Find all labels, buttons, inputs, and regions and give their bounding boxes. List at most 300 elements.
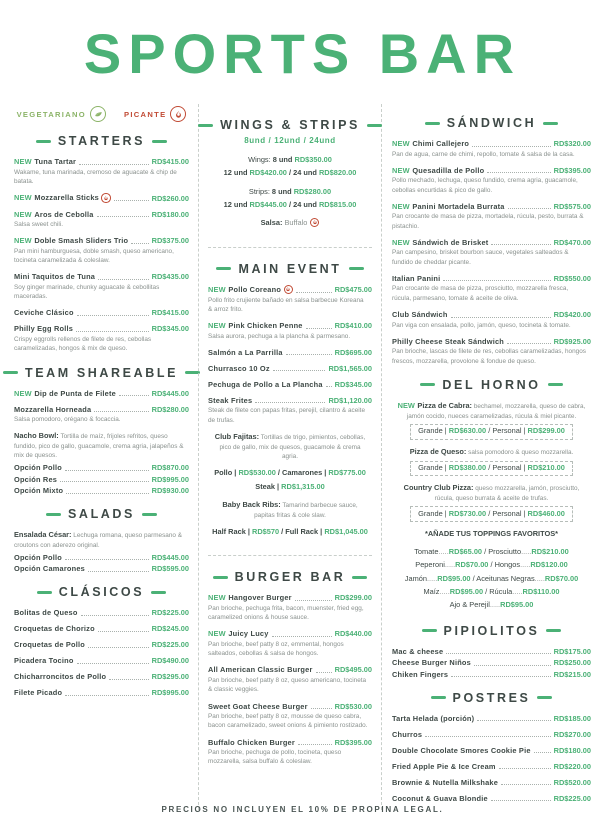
center-lead xyxy=(396,447,587,458)
item-name-text: Italian Panini xyxy=(392,273,441,283)
center-line xyxy=(392,460,591,477)
section-cl-sicos xyxy=(14,585,189,697)
center-line xyxy=(392,598,591,611)
text-segment: / Personal | xyxy=(486,463,528,472)
dotted-leader xyxy=(119,395,149,396)
menu-column-1 xyxy=(14,104,198,810)
item-name xyxy=(392,238,488,247)
text-segment: Pollo | xyxy=(214,468,239,478)
header-dash-icon xyxy=(216,267,231,270)
item-name xyxy=(208,738,295,747)
new-badge: NEW xyxy=(392,237,410,247)
menu-item-row xyxy=(14,389,189,398)
dotted-leader xyxy=(326,386,332,387)
item-name-text: Chiken Fingers xyxy=(392,669,449,679)
item-description: Pan viga con ensalada, pollo, jamón, queso, tocineta & tomate. xyxy=(392,321,571,329)
item-name-text: Dip de Punta de Filete xyxy=(34,388,116,398)
menu-item xyxy=(14,308,189,317)
text-segment: / 24 und xyxy=(286,168,319,178)
text-segment: RD$815.00 xyxy=(318,199,357,209)
dotted-leader xyxy=(273,370,326,371)
item-price: RD$415.00 xyxy=(151,157,189,166)
center-lead-name xyxy=(410,447,467,456)
group-name: Nacho Bowl: xyxy=(14,431,59,441)
item-name xyxy=(14,193,111,203)
menu-item xyxy=(392,310,591,330)
legend-picante xyxy=(124,106,186,122)
item-name xyxy=(14,608,78,617)
menu-item-row xyxy=(208,380,372,389)
item-price: RD$320.00 xyxy=(553,139,591,148)
menu-item-centered xyxy=(392,529,591,611)
dotted-leader xyxy=(98,631,149,632)
item-price: RD$495.00 xyxy=(334,665,372,675)
item-name-text: Pink Chicken Penne xyxy=(228,321,303,331)
dotted-leader xyxy=(491,800,551,801)
item-description: Pan mini hamburguesa, doble smash, queso americano, tocineta caramelizada & coleslaw. xyxy=(14,247,174,265)
center-lead-name xyxy=(404,483,474,492)
menu-item xyxy=(208,665,372,694)
dotted-leader xyxy=(77,663,149,664)
item-price: RD$1,565.00 xyxy=(328,363,372,373)
menu-item-row xyxy=(392,202,591,211)
text-segment: Salsa: xyxy=(260,218,285,228)
menu-item-row xyxy=(14,193,189,203)
item-price: RD$490.00 xyxy=(151,656,189,666)
center-lead xyxy=(396,529,587,540)
item-name xyxy=(392,274,440,283)
item-price: RD$345.00 xyxy=(334,379,373,389)
center-lead-name-text: Pizza de Queso: xyxy=(409,446,467,456)
dotted-leader xyxy=(77,315,149,316)
center-lead-name-text: Country Club Pizza: xyxy=(403,483,474,493)
text-segment: RD$70.00 xyxy=(455,560,489,570)
menu-item-row xyxy=(14,608,189,617)
menu-item-row xyxy=(208,702,372,711)
center-line xyxy=(208,166,372,179)
item-name-text: Quesadilla de Pollo xyxy=(412,165,485,175)
item-name-text: Hangover Burger xyxy=(228,593,292,603)
section-header xyxy=(392,624,591,638)
menu-item-row xyxy=(14,405,189,414)
vegetarian-icon xyxy=(90,106,106,122)
item-name xyxy=(392,647,443,656)
new-badge: NEW xyxy=(14,157,32,166)
picante-legend-icon xyxy=(170,106,186,122)
item-name xyxy=(208,348,283,357)
center-lead xyxy=(396,401,587,421)
section-header xyxy=(208,262,372,276)
section-burger-bar xyxy=(208,555,372,783)
section-wings-strips xyxy=(208,104,372,247)
text-segment: Half Rack | xyxy=(212,527,252,537)
text-segment: Maíz xyxy=(423,586,440,596)
menu-item xyxy=(208,593,372,622)
item-description: Salsa aurora, pechuga a la plancha & parmesano. xyxy=(208,332,351,340)
group-lead xyxy=(14,431,189,460)
text-segment: / Personal | xyxy=(486,508,528,518)
menu-item xyxy=(14,157,189,186)
item-description: Pollo mechado, lechuga, queso fundido, crema agria, guacamole, cebollas encurtidas & pico de gallo. xyxy=(392,177,578,194)
text-segment: RD$299.00 xyxy=(527,426,565,436)
menu-column-3 xyxy=(382,104,591,810)
item-description: Salsa sweet chili. xyxy=(14,221,64,229)
price-box xyxy=(410,424,573,440)
item-price: RD$180.00 xyxy=(151,209,189,219)
menu-item-centered xyxy=(392,447,591,477)
item-name-text: Mozzarella Horneada xyxy=(14,404,92,414)
menu-item xyxy=(208,348,372,357)
menu-item-row xyxy=(392,670,591,679)
item-description: Soy ginger marinade, chunky aguacate & cebollitas maceradas. xyxy=(14,283,160,301)
section-del-horno xyxy=(392,378,591,612)
new-badge: NEW xyxy=(14,388,32,398)
menu-item xyxy=(392,778,591,787)
section-title: MAIN EVENT xyxy=(238,261,342,276)
menu-item xyxy=(392,762,591,771)
item-price: RD$870.00 xyxy=(151,463,189,473)
text-segment: RD$775.00 xyxy=(328,468,366,478)
menu-item-row xyxy=(392,647,591,656)
new-badge: NEW xyxy=(208,284,226,294)
new-badge: NEW xyxy=(392,201,410,211)
item-price: RD$995.00 xyxy=(151,688,189,698)
center-line xyxy=(392,423,591,440)
text-segment: 8 und xyxy=(272,155,295,164)
menu-item xyxy=(14,236,189,265)
menu-item xyxy=(392,274,591,303)
center-line xyxy=(208,185,372,198)
item-name xyxy=(14,308,74,317)
menu-item xyxy=(392,139,591,159)
text-segment: / Rúcula xyxy=(483,586,513,596)
legend-picante-label: PICANTE xyxy=(124,109,167,119)
dotted-leader xyxy=(60,481,149,482)
dotted-leader xyxy=(507,343,551,344)
menu-item xyxy=(208,321,372,341)
new-badge: NEW xyxy=(208,321,226,331)
item-name xyxy=(208,285,293,295)
menu-item xyxy=(14,688,189,697)
menu-item xyxy=(392,337,591,366)
header-dash-icon xyxy=(352,576,367,579)
menu-item-row xyxy=(208,738,372,747)
item-name-text: Opción Pollo xyxy=(14,463,62,473)
dotted-leader xyxy=(286,354,332,355)
item-price: RD$530.00 xyxy=(334,701,372,711)
center-lead xyxy=(212,500,368,520)
text-segment: RD$65.00 xyxy=(448,547,483,556)
section-team-shareable xyxy=(14,366,189,496)
text-segment: RD$730.00 xyxy=(448,508,487,518)
text-segment: Jamón xyxy=(404,573,427,583)
section-postres xyxy=(392,691,591,803)
menu-item-row xyxy=(14,236,189,245)
center-line xyxy=(208,216,372,229)
center-lead xyxy=(212,432,368,461)
menu-item-row xyxy=(14,688,189,697)
header-dash-icon xyxy=(213,576,228,579)
dotted-leader xyxy=(272,636,332,637)
section-pipiolitos xyxy=(392,624,591,679)
text-segment: ..... xyxy=(489,600,501,610)
item-name xyxy=(14,688,62,697)
menu-columns xyxy=(0,104,605,810)
menu-item-row xyxy=(208,348,372,357)
dotted-leader xyxy=(94,411,148,412)
item-description: Steak de filete con papas fritas, perejil, cilantro & aceite de trufas. xyxy=(208,407,366,424)
item-name-text: Chicharroncitos de Pollo xyxy=(14,672,107,682)
center-lead-name-text: Pizza de Cabra: xyxy=(417,400,473,410)
item-description: Pan crocante de masa de pizza, prosciutto, mozzarella fresca, rúcula, parmesano, tomate & aceite de oliva. xyxy=(392,285,569,302)
menu-item-row xyxy=(392,778,591,787)
dotted-leader xyxy=(65,559,149,560)
menu-item xyxy=(392,794,591,803)
center-line xyxy=(208,466,372,479)
text-segment: / Full Rack | xyxy=(279,527,325,537)
new-badge: NEW xyxy=(208,629,226,639)
new-badge: NEW xyxy=(392,165,410,175)
group-lead xyxy=(14,530,189,550)
item-price: RD$410.00 xyxy=(334,321,372,331)
dotted-leader xyxy=(296,292,332,293)
new-badge: NEW xyxy=(14,193,32,203)
item-name-text: Mac & cheese xyxy=(392,646,444,656)
item-name-text: Coconut & Guava Blondie xyxy=(392,793,488,803)
text-segment: ..... xyxy=(534,573,545,583)
new-badge: NEW xyxy=(14,236,32,246)
item-name xyxy=(14,324,73,333)
text-segment: 12 und xyxy=(223,199,250,209)
text-segment: ..... xyxy=(512,586,523,596)
section-title: POSTRES xyxy=(452,690,531,705)
item-price: RD$445.00 xyxy=(151,552,189,562)
item-name-text: Pollo Coreano xyxy=(228,284,282,294)
menu-item xyxy=(14,640,189,649)
new-badge: NEW xyxy=(392,139,410,148)
item-name xyxy=(14,564,85,573)
header-dash-icon xyxy=(37,591,52,594)
item-name xyxy=(14,210,94,219)
item-name xyxy=(208,593,292,602)
dotted-leader xyxy=(501,784,551,785)
menu-item xyxy=(208,364,372,373)
dotted-leader xyxy=(534,752,551,753)
item-name xyxy=(392,730,422,739)
section-header xyxy=(14,507,189,521)
dotted-leader xyxy=(499,768,551,769)
item-name-text: Opción Camarones xyxy=(14,564,85,574)
dotted-leader xyxy=(131,243,148,244)
menu-item xyxy=(14,324,189,353)
item-name-text: Cheese Burger Niños xyxy=(392,658,471,668)
text-segment: RD$350.00 xyxy=(294,155,332,164)
item-name xyxy=(14,486,63,495)
item-name-text: Doble Smash Sliders Trio xyxy=(34,236,129,246)
item-name-text: Tarta Helada (porción) xyxy=(392,713,475,723)
page-title: SPORTS BAR xyxy=(83,22,522,85)
item-name xyxy=(14,463,62,472)
text-segment: Buffalo xyxy=(284,218,308,228)
menu-item xyxy=(14,210,189,230)
text-segment: RD$530.00 xyxy=(238,468,276,478)
header-dash-icon xyxy=(367,124,382,127)
menu-item xyxy=(14,405,189,425)
menu-item-group xyxy=(14,431,189,495)
menu-item xyxy=(208,629,372,658)
item-price: RD$180.00 xyxy=(553,745,591,755)
item-price: RD$299.00 xyxy=(334,593,372,603)
text-segment: Grande | xyxy=(418,426,449,436)
group-description: Tortilla de maíz, frijoles refritos, queso fundido, pico de gallo, guacamole, crema agria, jalapeños & mix de quesos. xyxy=(14,433,184,460)
menu-item-row xyxy=(208,321,372,330)
item-name-text: Mozzarella Sticks xyxy=(34,193,99,203)
header-dash-icon xyxy=(537,696,552,699)
item-price: RD$925.00 xyxy=(553,336,591,346)
menu-item-row xyxy=(14,324,189,333)
item-name xyxy=(392,202,505,211)
item-price: RD$695.00 xyxy=(334,347,372,357)
text-segment: RD$70.00 xyxy=(544,573,579,583)
section-title: DEL HORNO xyxy=(442,377,541,392)
section-header xyxy=(392,116,591,130)
section-title: PIPIOLITOS xyxy=(443,623,540,638)
menu-item xyxy=(392,647,591,656)
picante-icon xyxy=(101,193,111,203)
text-segment: Steak | xyxy=(255,481,282,491)
dotted-leader xyxy=(298,744,332,745)
menu-item-row xyxy=(208,364,372,373)
new-badge: NEW xyxy=(14,209,32,219)
item-name-text: Philly Cheese Steak Sándwich xyxy=(392,336,504,346)
menu-item xyxy=(392,238,591,267)
group-name: Ensalada César: xyxy=(14,530,72,540)
section-header xyxy=(208,570,372,584)
item-name-text: Fried Apple Pie & Ice Cream xyxy=(392,761,496,771)
menu-item-row xyxy=(14,463,189,472)
item-name-text: Picadera Tocino xyxy=(14,656,74,666)
center-line xyxy=(392,572,591,585)
text-segment: RD$95.00 xyxy=(500,600,534,610)
menu-item xyxy=(208,738,372,767)
menu-item-group xyxy=(14,530,189,573)
section-header xyxy=(14,134,189,148)
item-name xyxy=(14,475,57,484)
menu-item-row xyxy=(392,730,591,739)
item-name xyxy=(392,670,448,679)
diet-legend xyxy=(14,106,189,122)
item-description: Pan brioche, pechuga de pollo, tocineta, queso mozzarella, salsa buffalo & coleslaw. xyxy=(208,749,342,766)
dotted-leader xyxy=(79,164,149,165)
item-name xyxy=(208,321,303,330)
center-line xyxy=(392,558,591,571)
menu-item-row xyxy=(14,624,189,633)
dotted-leader xyxy=(81,615,149,616)
item-name-text: Salmón a La Parrilla xyxy=(208,347,283,357)
menu-item-row xyxy=(208,396,372,405)
menu-item-row xyxy=(14,475,189,484)
text-segment: ..... xyxy=(521,547,532,556)
dotted-leader xyxy=(255,402,325,403)
text-segment: RD$280.00 xyxy=(293,186,332,196)
text-segment: Peperoni xyxy=(415,560,445,570)
item-price: RD$280.00 xyxy=(151,404,189,414)
menu-item-row xyxy=(392,746,591,755)
section-salads xyxy=(14,507,189,573)
dotted-leader xyxy=(316,672,332,673)
text-segment: / Prosciutto xyxy=(482,547,522,556)
header-dash-icon xyxy=(425,122,440,125)
menu-item xyxy=(392,746,591,755)
picante-icon xyxy=(310,218,320,228)
item-name xyxy=(392,794,488,803)
item-price: RD$550.00 xyxy=(553,273,591,283)
item-description: Pan campesino, brisket bourbon sauce, vegetales salteados & fundido de cheddar picante. xyxy=(392,249,569,266)
menu-item-row xyxy=(392,139,591,148)
text-segment: RD$445.00 xyxy=(249,199,287,209)
item-price: RD$225.00 xyxy=(553,793,591,803)
menu-item-row xyxy=(392,762,591,771)
item-price: RD$175.00 xyxy=(553,646,591,656)
item-description: Pan brioche, beef patty 8 oz, queso americano, tocineta & classic veggies. xyxy=(208,676,367,694)
item-name-text: Tuna Tartar xyxy=(34,157,77,166)
item-name xyxy=(392,310,448,319)
center-lead-description: salsa pomodoro & queso mozzarella. xyxy=(468,448,574,456)
text-segment: RD$380.00 xyxy=(448,463,487,472)
item-price: RD$520.00 xyxy=(553,777,591,787)
item-name-text: Croquetas de Pollo xyxy=(14,640,85,650)
dotted-leader xyxy=(65,695,148,696)
item-name xyxy=(208,702,308,711)
item-price: RD$470.00 xyxy=(553,237,591,247)
menu-item-row xyxy=(392,310,591,319)
text-segment: 12 und xyxy=(223,168,250,178)
item-name-text: Churrasco 10 Oz xyxy=(208,363,270,373)
item-description: Crispy eggrolls rellenos de filete de res, cebollas caramelizadas, hongos & mix de queso. xyxy=(14,335,152,353)
item-name xyxy=(14,656,74,665)
item-name xyxy=(392,762,496,771)
footer-note: PRECIOS NO INCLUYEN EL 10% DE PROPINA LEGAL. xyxy=(161,805,444,814)
item-price: RD$260.00 xyxy=(151,193,189,203)
text-segment: RD$95.00 xyxy=(437,573,471,583)
menu-item-row xyxy=(14,672,189,681)
text-segment: Strips: xyxy=(248,186,272,196)
item-price: RD$395.00 xyxy=(553,165,591,175)
center-lead-description: queso mozzarella, jamón, prosciutto, rúcula, queso burrata & aceite de trufas. xyxy=(434,485,580,503)
center-line xyxy=(208,153,372,166)
header-dash-icon xyxy=(142,513,157,516)
section-header xyxy=(208,118,372,132)
header-dash-icon xyxy=(548,383,563,386)
item-name xyxy=(392,139,469,148)
text-segment: RD$630.00 xyxy=(448,426,487,436)
menu-item-row xyxy=(14,656,189,665)
center-line xyxy=(208,525,372,538)
text-segment: ..... xyxy=(439,586,450,596)
text-segment: RD$120.00 xyxy=(530,560,568,570)
dotted-leader xyxy=(491,244,550,245)
text-segment: / Hongos xyxy=(488,560,521,570)
menu-item-centered xyxy=(392,483,591,522)
text-segment: 8 und xyxy=(271,186,294,196)
dotted-leader xyxy=(446,653,550,654)
dotted-leader xyxy=(451,317,551,318)
item-price: RD$250.00 xyxy=(553,658,591,668)
center-lead-name-text: *AÑADE TUS TOPPINGS FAVORITOS* xyxy=(424,529,559,539)
text-segment: Ajo & Perejil xyxy=(449,600,490,610)
menu-item-row xyxy=(208,593,372,602)
item-price: RD$245.00 xyxy=(151,624,189,634)
